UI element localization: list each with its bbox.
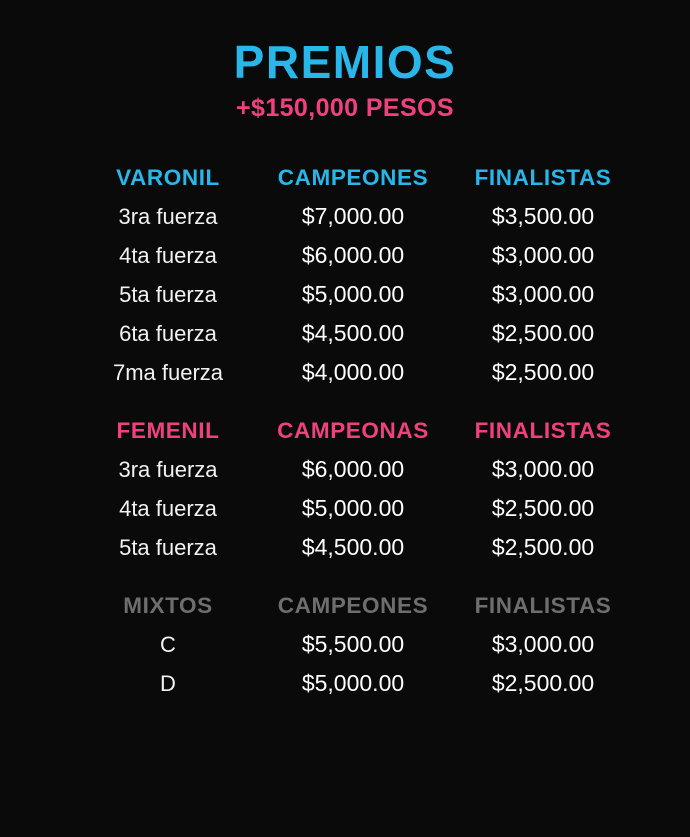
section-divider xyxy=(0,575,690,593)
table-header-row-femenil xyxy=(0,418,690,444)
table-row xyxy=(0,528,690,567)
table-header-row-mixtos xyxy=(0,593,690,619)
row-label: 5ta fuerza xyxy=(119,534,217,560)
champion-amount: $6,000.00 xyxy=(301,456,405,483)
section-mixtos xyxy=(0,593,690,703)
table-row xyxy=(0,197,690,236)
row-label: 5ta fuerza xyxy=(119,281,217,307)
table-row xyxy=(0,314,690,353)
row-label: 7ma fuerza xyxy=(112,359,224,385)
row-label: C xyxy=(160,631,176,657)
column-header-champion-varonil: CAMPEONES xyxy=(277,165,429,191)
row-label: 4ta fuerza xyxy=(119,242,217,268)
finalist-amount: $2,500.00 xyxy=(491,534,595,561)
section-divider xyxy=(0,400,690,418)
champion-amount: $5,000.00 xyxy=(301,670,405,697)
row-label: 3ra fuerza xyxy=(118,456,218,482)
category-label-varonil: VARONIL xyxy=(116,165,220,191)
column-header-finalist-varonil: FINALISTAS xyxy=(474,165,612,191)
finalist-amount: $2,500.00 xyxy=(491,495,595,522)
table-header-row-varonil xyxy=(0,165,690,191)
champion-amount: $5,000.00 xyxy=(301,281,405,308)
finalist-amount: $2,500.00 xyxy=(491,320,595,347)
champion-amount: $5,000.00 xyxy=(301,495,405,522)
finalist-amount: $3,000.00 xyxy=(491,281,595,308)
table-row xyxy=(0,236,690,275)
column-header-finalist-femenil: FINALISTAS xyxy=(474,418,612,444)
table-row xyxy=(0,489,690,528)
row-label: 4ta fuerza xyxy=(119,495,217,521)
table-row xyxy=(0,275,690,314)
row-label: 6ta fuerza xyxy=(119,320,217,346)
champion-amount: $6,000.00 xyxy=(301,242,405,269)
finalist-amount: $3,000.00 xyxy=(491,631,595,658)
finalist-amount: $3,500.00 xyxy=(491,203,595,230)
champion-amount: $4,500.00 xyxy=(301,534,405,561)
table-row xyxy=(0,664,690,703)
champion-amount: $4,500.00 xyxy=(301,320,405,347)
table-row xyxy=(0,353,690,392)
table-row xyxy=(0,625,690,664)
section-varonil xyxy=(0,165,690,392)
row-label: D xyxy=(160,670,176,696)
finalist-amount: $3,000.00 xyxy=(491,456,595,483)
finalist-amount: $2,500.00 xyxy=(491,670,595,697)
page-title: PREMIOS xyxy=(233,36,457,88)
row-label: 3ra fuerza xyxy=(118,203,218,229)
section-femenil xyxy=(0,418,690,567)
finalist-amount: $3,000.00 xyxy=(491,242,595,269)
champion-amount: $7,000.00 xyxy=(301,203,405,230)
page-subtitle: +$150,000 PESOS xyxy=(236,94,454,123)
column-header-champion-femenil: CAMPEONAS xyxy=(277,418,429,444)
column-header-finalist-mixtos: FINALISTAS xyxy=(474,593,612,619)
prize-tables xyxy=(0,165,690,703)
finalist-amount: $2,500.00 xyxy=(491,359,595,386)
column-header-champion-mixtos: CAMPEONES xyxy=(277,593,429,619)
table-row xyxy=(0,450,690,489)
champion-amount: $4,000.00 xyxy=(301,359,405,386)
category-label-mixtos: MIXTOS xyxy=(123,593,213,619)
champion-amount: $5,500.00 xyxy=(301,631,405,658)
category-label-femenil: FEMENIL xyxy=(116,418,220,444)
